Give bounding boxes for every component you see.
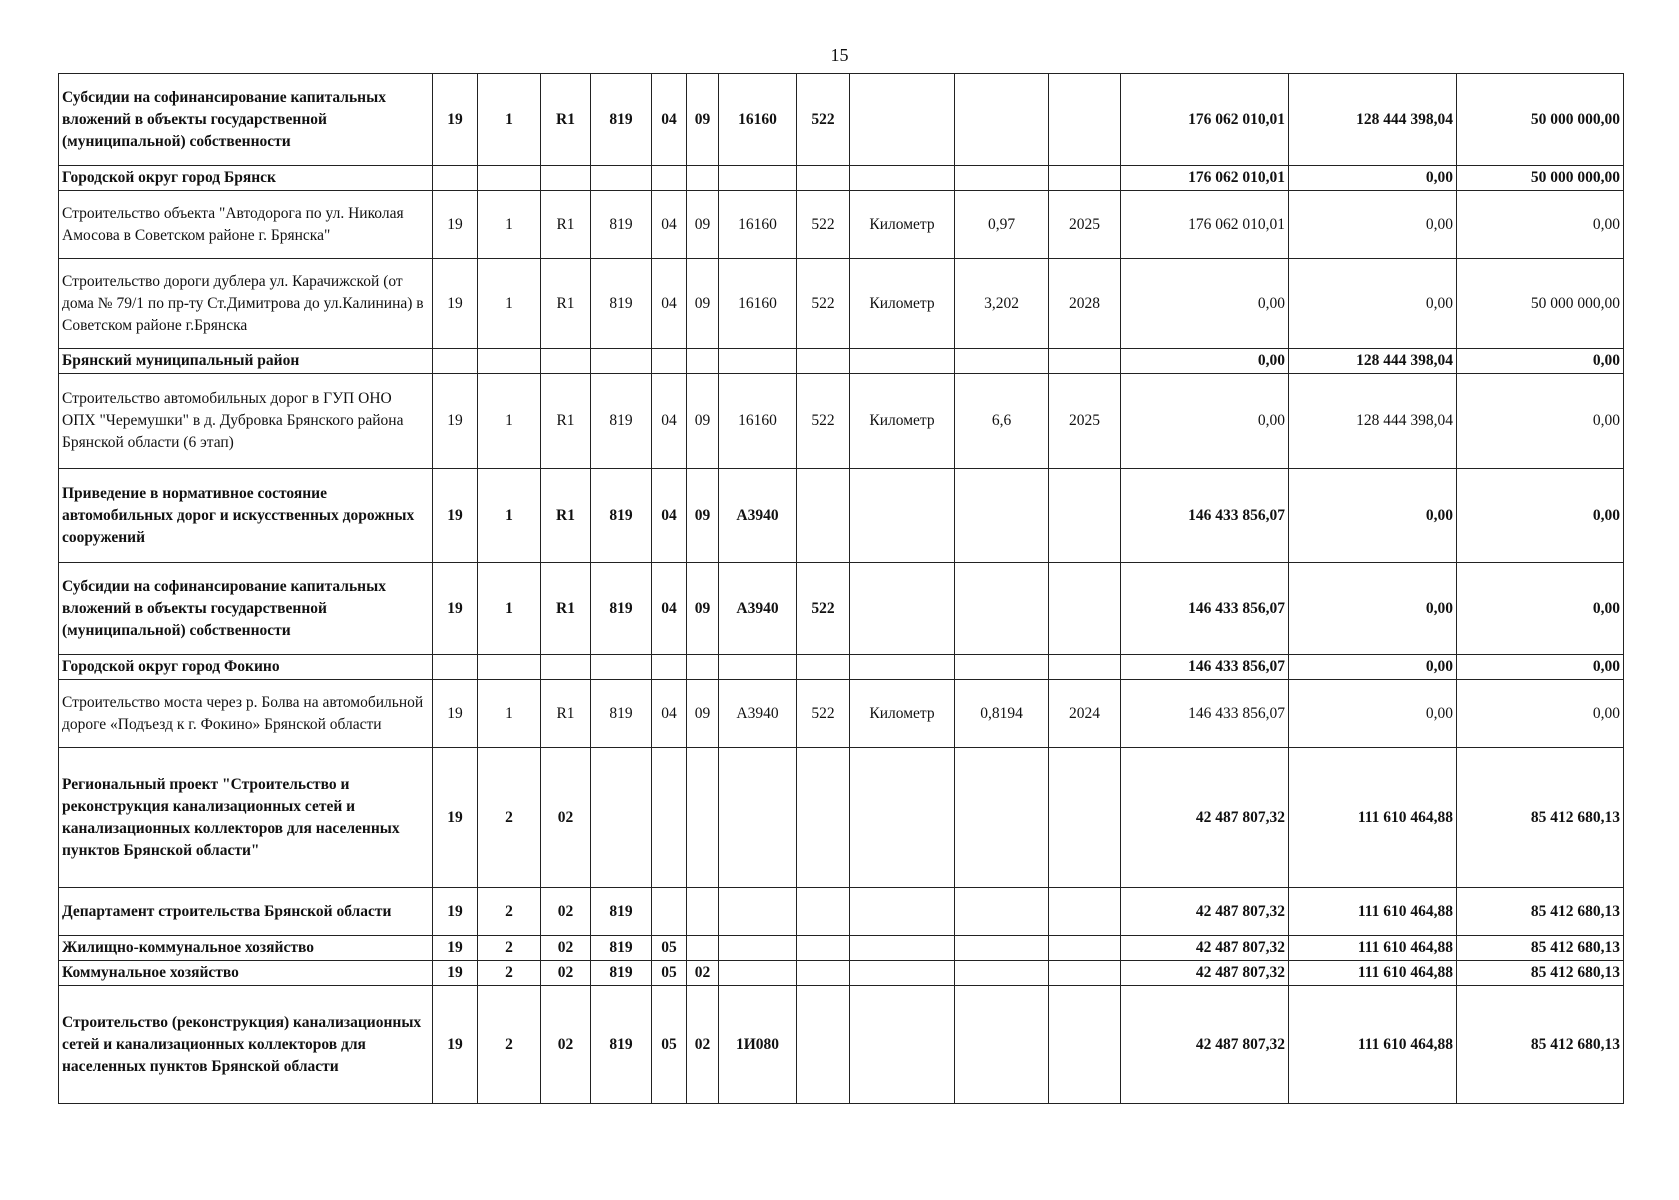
code-section <box>652 888 687 936</box>
amount-year1: 176 062 010,01 <box>1121 191 1289 259</box>
code-gad <box>591 166 652 191</box>
code-subsection: 09 <box>687 259 719 349</box>
amount-year1: 176 062 010,01 <box>1121 74 1289 166</box>
amount-year2: 0,00 <box>1289 680 1457 748</box>
amount-year2: 111 610 464,88 <box>1289 961 1457 986</box>
code-section: 04 <box>652 191 687 259</box>
row-name: Строительство автомобильных дорог в ГУП ОНО ОПХ "Черемушки" в д. Дубровка Брянского района Брянской области (6 этап) <box>59 374 433 469</box>
code-project: R1 <box>541 191 591 259</box>
amount-year2: 128 444 398,04 <box>1289 374 1457 469</box>
table-row <box>59 469 1624 563</box>
code-direction <box>719 748 797 888</box>
code-expense-type <box>797 986 850 1104</box>
code-direction <box>719 961 797 986</box>
unit-cell: Километр <box>850 374 955 469</box>
code-gad: 819 <box>591 74 652 166</box>
amount-year1: 176 062 010,01 <box>1121 166 1289 191</box>
amount-year2: 111 610 464,88 <box>1289 986 1457 1104</box>
amount-year3: 0,00 <box>1457 469 1624 563</box>
unit-cell: Километр <box>850 259 955 349</box>
code-section: 04 <box>652 374 687 469</box>
code-direction: 16160 <box>719 259 797 349</box>
code-direction <box>719 888 797 936</box>
amount-year1: 42 487 807,32 <box>1121 986 1289 1104</box>
code-subprogram: 2 <box>478 888 541 936</box>
code-project: R1 <box>541 374 591 469</box>
code-subsection: 09 <box>687 74 719 166</box>
year-cell <box>1049 888 1121 936</box>
table-row <box>59 191 1624 259</box>
code-project: R1 <box>541 74 591 166</box>
amount-year3: 0,00 <box>1457 349 1624 374</box>
unit-cell <box>850 961 955 986</box>
code-section <box>652 655 687 680</box>
quantity-cell <box>955 74 1049 166</box>
code-gad: 819 <box>591 986 652 1104</box>
code-expense-type <box>797 655 850 680</box>
code-subsection: 02 <box>687 986 719 1104</box>
year-cell <box>1049 563 1121 655</box>
quantity-cell <box>955 936 1049 961</box>
row-name: Жилищно-коммунальное хозяйство <box>59 936 433 961</box>
amount-year3: 0,00 <box>1457 563 1624 655</box>
code-gad: 819 <box>591 259 652 349</box>
code-project: R1 <box>541 469 591 563</box>
year-cell <box>1049 469 1121 563</box>
code-subprogram <box>478 166 541 191</box>
code-expense-type <box>797 349 850 374</box>
code-expense-type: 522 <box>797 374 850 469</box>
code-section: 04 <box>652 563 687 655</box>
code-gad: 819 <box>591 374 652 469</box>
code-subsection: 09 <box>687 191 719 259</box>
code-expense-type <box>797 748 850 888</box>
code-expense-type <box>797 936 850 961</box>
code-gp: 19 <box>433 469 478 563</box>
code-subprogram <box>478 655 541 680</box>
code-subsection <box>687 349 719 374</box>
code-expense-type <box>797 888 850 936</box>
code-gad: 819 <box>591 936 652 961</box>
row-name: Коммунальное хозяйство <box>59 961 433 986</box>
code-subprogram: 2 <box>478 986 541 1104</box>
code-gp <box>433 166 478 191</box>
code-gad: 819 <box>591 469 652 563</box>
code-gp: 19 <box>433 259 478 349</box>
amount-year3: 50 000 000,00 <box>1457 166 1624 191</box>
table-row <box>59 563 1624 655</box>
code-subsection: 09 <box>687 469 719 563</box>
unit-cell <box>850 563 955 655</box>
code-direction: 1И080 <box>719 986 797 1104</box>
row-name: Строительство объекта "Автодорога по ул. Николая Амосова в Советском районе г. Брянска" <box>59 191 433 259</box>
row-name: Приведение в нормативное состояние автомобильных дорог и искусственных дорожных сооружений <box>59 469 433 563</box>
code-direction: 16160 <box>719 191 797 259</box>
code-subsection <box>687 748 719 888</box>
row-name: Брянский муниципальный район <box>59 349 433 374</box>
code-subprogram: 2 <box>478 961 541 986</box>
amount-year1: 146 433 856,07 <box>1121 655 1289 680</box>
year-cell <box>1049 961 1121 986</box>
year-cell: 2025 <box>1049 374 1121 469</box>
unit-cell <box>850 74 955 166</box>
code-gp <box>433 349 478 374</box>
quantity-cell <box>955 961 1049 986</box>
row-name: Строительство моста через р. Болва на автомобильной дороге «Подъезд к г. Фокино» Брянской области <box>59 680 433 748</box>
amount-year2: 0,00 <box>1289 259 1457 349</box>
quantity-cell: 6,6 <box>955 374 1049 469</box>
unit-cell <box>850 986 955 1104</box>
quantity-cell: 0,8194 <box>955 680 1049 748</box>
code-subsection: 09 <box>687 563 719 655</box>
code-direction <box>719 166 797 191</box>
code-gad <box>591 349 652 374</box>
code-project: R1 <box>541 680 591 748</box>
code-project <box>541 166 591 191</box>
code-gp: 19 <box>433 680 478 748</box>
code-gp: 19 <box>433 986 478 1104</box>
unit-cell <box>850 888 955 936</box>
unit-cell: Километр <box>850 680 955 748</box>
year-cell <box>1049 986 1121 1104</box>
amount-year2: 128 444 398,04 <box>1289 349 1457 374</box>
code-section: 05 <box>652 936 687 961</box>
code-project: 02 <box>541 888 591 936</box>
code-gp: 19 <box>433 936 478 961</box>
table-row <box>59 748 1624 888</box>
code-gp <box>433 655 478 680</box>
row-name: Строительство дороги дублера ул. Карачижской (от дома № 79/1 по пр-ту Ст.Димитрова до ул.Калинина) в Советском районе г.Брянска <box>59 259 433 349</box>
code-gp: 19 <box>433 961 478 986</box>
amount-year2: 0,00 <box>1289 166 1457 191</box>
unit-cell <box>850 936 955 961</box>
code-gp: 19 <box>433 374 478 469</box>
code-gp: 19 <box>433 888 478 936</box>
code-expense-type: 522 <box>797 563 850 655</box>
quantity-cell <box>955 166 1049 191</box>
row-name: Субсидии на софинансирование капитальных вложений в объекты государственной (муниципальной) собственности <box>59 563 433 655</box>
amount-year2: 111 610 464,88 <box>1289 888 1457 936</box>
code-subprogram: 2 <box>478 936 541 961</box>
code-subsection: 09 <box>687 374 719 469</box>
code-section <box>652 349 687 374</box>
code-subprogram: 1 <box>478 191 541 259</box>
code-subsection: 02 <box>687 961 719 986</box>
code-direction <box>719 655 797 680</box>
quantity-cell <box>955 563 1049 655</box>
page-number: 15 <box>830 45 849 65</box>
unit-cell <box>850 166 955 191</box>
code-subprogram: 1 <box>478 563 541 655</box>
amount-year1: 0,00 <box>1121 349 1289 374</box>
table-row <box>59 888 1624 936</box>
code-direction <box>719 936 797 961</box>
quantity-cell: 0,97 <box>955 191 1049 259</box>
amount-year1: 0,00 <box>1121 374 1289 469</box>
year-cell <box>1049 936 1121 961</box>
row-name: Городской округ город Фокино <box>59 655 433 680</box>
code-subsection <box>687 936 719 961</box>
year-cell <box>1049 74 1121 166</box>
code-project: 02 <box>541 961 591 986</box>
code-subprogram: 1 <box>478 374 541 469</box>
quantity-cell <box>955 748 1049 888</box>
table-row <box>59 374 1624 469</box>
code-gp: 19 <box>433 563 478 655</box>
budget-table <box>58 73 1624 1104</box>
code-gp: 19 <box>433 191 478 259</box>
row-name: Строительство (реконструкция) канализационных сетей и канализационных коллекторов для населенных пунктов Брянской области <box>59 986 433 1104</box>
code-subprogram: 1 <box>478 74 541 166</box>
amount-year3: 0,00 <box>1457 191 1624 259</box>
amount-year2: 0,00 <box>1289 469 1457 563</box>
year-cell: 2024 <box>1049 680 1121 748</box>
code-section: 05 <box>652 986 687 1104</box>
code-project <box>541 655 591 680</box>
year-cell <box>1049 166 1121 191</box>
amount-year2: 128 444 398,04 <box>1289 74 1457 166</box>
quantity-cell <box>955 888 1049 936</box>
year-cell <box>1049 655 1121 680</box>
amount-year2: 111 610 464,88 <box>1289 936 1457 961</box>
amount-year1: 42 487 807,32 <box>1121 748 1289 888</box>
amount-year3: 85 412 680,13 <box>1457 936 1624 961</box>
row-name: Городской округ город Брянск <box>59 166 433 191</box>
code-project: R1 <box>541 259 591 349</box>
code-project <box>541 349 591 374</box>
amount-year3: 0,00 <box>1457 374 1624 469</box>
code-direction: А3940 <box>719 680 797 748</box>
amount-year3: 0,00 <box>1457 680 1624 748</box>
unit-cell <box>850 655 955 680</box>
code-subprogram <box>478 349 541 374</box>
amount-year2: 0,00 <box>1289 655 1457 680</box>
code-gad: 819 <box>591 680 652 748</box>
code-expense-type: 522 <box>797 191 850 259</box>
code-project: 02 <box>541 748 591 888</box>
amount-year1: 42 487 807,32 <box>1121 961 1289 986</box>
row-name: Департамент строительства Брянской области <box>59 888 433 936</box>
year-cell <box>1049 349 1121 374</box>
code-subprogram: 1 <box>478 469 541 563</box>
code-direction <box>719 349 797 374</box>
code-section: 04 <box>652 469 687 563</box>
unit-cell: Километр <box>850 191 955 259</box>
code-section: 05 <box>652 961 687 986</box>
amount-year1: 146 433 856,07 <box>1121 469 1289 563</box>
code-gad <box>591 748 652 888</box>
unit-cell <box>850 349 955 374</box>
table-row <box>59 349 1624 374</box>
code-section <box>652 748 687 888</box>
code-gad: 819 <box>591 191 652 259</box>
amount-year3: 0,00 <box>1457 655 1624 680</box>
year-cell <box>1049 748 1121 888</box>
code-section: 04 <box>652 74 687 166</box>
unit-cell <box>850 748 955 888</box>
code-project: 02 <box>541 986 591 1104</box>
code-section: 04 <box>652 680 687 748</box>
quantity-cell <box>955 986 1049 1104</box>
amount-year3: 85 412 680,13 <box>1457 961 1624 986</box>
table-row <box>59 74 1624 166</box>
code-direction: А3940 <box>719 563 797 655</box>
quantity-cell <box>955 469 1049 563</box>
amount-year1: 146 433 856,07 <box>1121 563 1289 655</box>
amount-year3: 50 000 000,00 <box>1457 259 1624 349</box>
quantity-cell <box>955 655 1049 680</box>
code-gp: 19 <box>433 748 478 888</box>
amount-year2: 111 610 464,88 <box>1289 748 1457 888</box>
row-name: Субсидии на софинансирование капитальных вложений в объекты государственной (муниципальной) собственности <box>59 74 433 166</box>
code-direction: 16160 <box>719 374 797 469</box>
code-direction: А3940 <box>719 469 797 563</box>
code-gad: 819 <box>591 888 652 936</box>
code-section: 04 <box>652 259 687 349</box>
code-expense-type: 522 <box>797 259 850 349</box>
table-row <box>59 986 1624 1104</box>
amount-year1: 0,00 <box>1121 259 1289 349</box>
code-gad <box>591 655 652 680</box>
code-expense-type <box>797 166 850 191</box>
table-row <box>59 936 1624 961</box>
code-subsection <box>687 888 719 936</box>
code-expense-type <box>797 469 850 563</box>
amount-year3: 85 412 680,13 <box>1457 986 1624 1104</box>
code-direction: 16160 <box>719 74 797 166</box>
code-gad: 819 <box>591 961 652 986</box>
code-gp: 19 <box>433 74 478 166</box>
code-project: 02 <box>541 936 591 961</box>
amount-year1: 42 487 807,32 <box>1121 936 1289 961</box>
amount-year1: 42 487 807,32 <box>1121 888 1289 936</box>
amount-year3: 85 412 680,13 <box>1457 888 1624 936</box>
quantity-cell: 3,202 <box>955 259 1049 349</box>
quantity-cell <box>955 349 1049 374</box>
code-subsection <box>687 166 719 191</box>
table-row <box>59 680 1624 748</box>
code-expense-type: 522 <box>797 74 850 166</box>
year-cell: 2028 <box>1049 259 1121 349</box>
amount-year2: 0,00 <box>1289 563 1457 655</box>
code-subprogram: 1 <box>478 259 541 349</box>
code-subprogram: 1 <box>478 680 541 748</box>
amount-year3: 85 412 680,13 <box>1457 748 1624 888</box>
code-subsection <box>687 655 719 680</box>
code-subprogram: 2 <box>478 748 541 888</box>
amount-year2: 0,00 <box>1289 191 1457 259</box>
code-gad: 819 <box>591 563 652 655</box>
year-cell: 2025 <box>1049 191 1121 259</box>
unit-cell <box>850 469 955 563</box>
code-section <box>652 166 687 191</box>
code-expense-type: 522 <box>797 680 850 748</box>
code-expense-type <box>797 961 850 986</box>
table-row <box>59 655 1624 680</box>
table-row <box>59 166 1624 191</box>
row-name: Региональный проект "Строительство и реконструкция канализационных сетей и канализационных коллекторов для населенных пунктов Брянской области" <box>59 748 433 888</box>
code-subsection: 09 <box>687 680 719 748</box>
amount-year1: 146 433 856,07 <box>1121 680 1289 748</box>
amount-year3: 50 000 000,00 <box>1457 74 1624 166</box>
table-row <box>59 259 1624 349</box>
code-project: R1 <box>541 563 591 655</box>
table-row <box>59 961 1624 986</box>
